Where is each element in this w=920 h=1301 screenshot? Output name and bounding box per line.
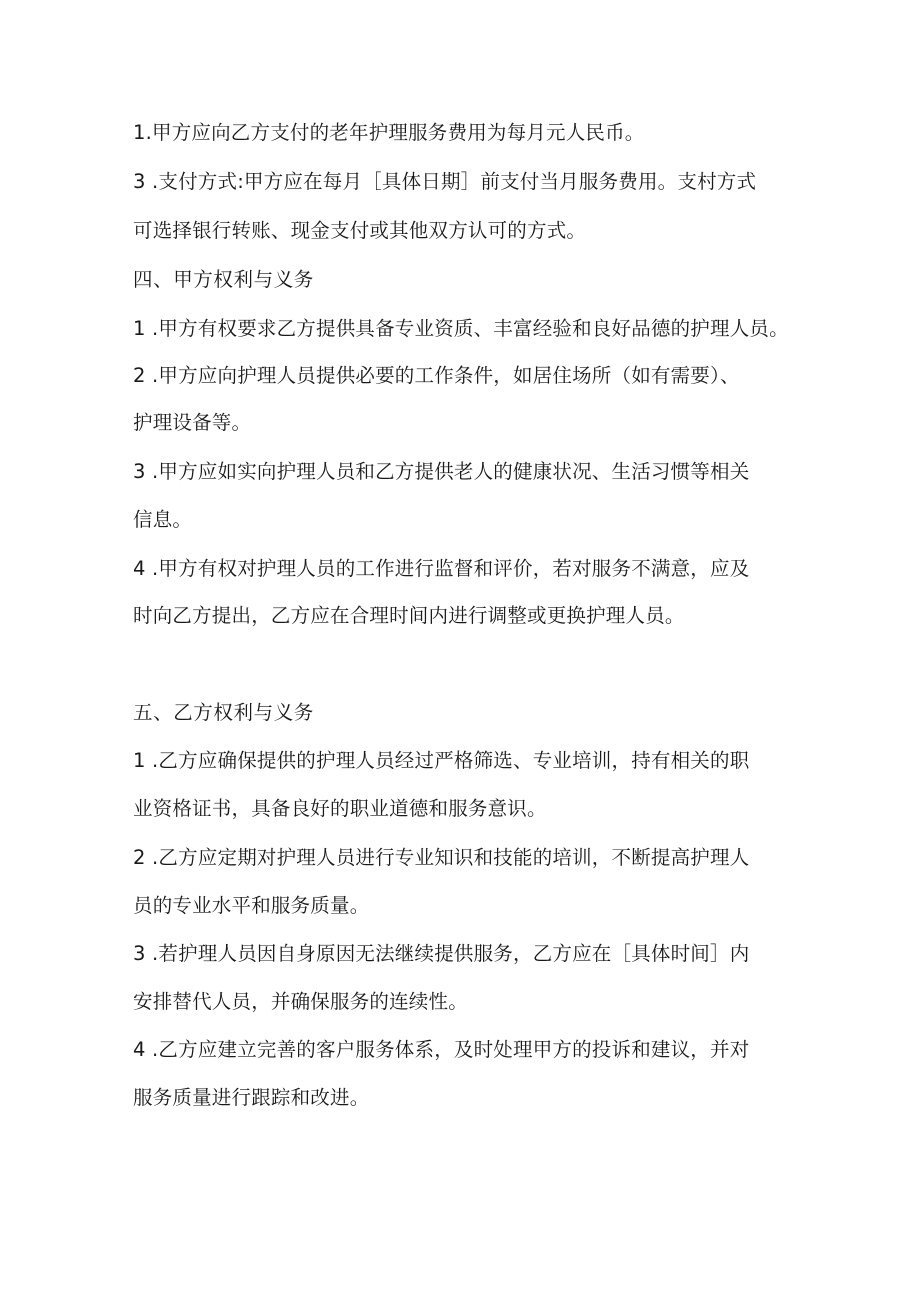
party-a-clause-2: 2 .甲方应向护理人员提供必要的工作条件，如居住场所（如有需要）、 [133, 364, 740, 387]
clause-fee-amount: 1.甲方应向乙方支付的老年护理服务费用为每月元人民币。 [133, 121, 645, 144]
party-b-clause-2-cont: 员的专业水平和服务质量。 [133, 894, 370, 917]
section-heading-party-b: 五、乙方权利与义务 [133, 701, 314, 724]
party-b-clause-1-cont: 业资格证书，具备良好的职业道德和服务意识。 [133, 797, 547, 820]
party-a-clause-1: 1 .甲方有权要求乙方提供具备专业资质、丰富经验和良好品德的护理人员。 [133, 317, 789, 340]
party-b-clause-3: 3 .若护理人员因自身原因无法继续提供服务，乙方应在［具体时间］内 [133, 942, 750, 965]
party-b-clause-2: 2 .乙方应定期对护理人员进行专业知识和技能的培训，不断提高护理人 [133, 846, 750, 869]
party-b-clause-4: 4 .乙方应建立完善的客户服务体系，及时处理甲方的投诉和建议，并对 [133, 1038, 750, 1061]
clause-payment-method: 3 .支付方式:甲方应在每月［具体日期］前支付当月服务费用。支村方式 [133, 170, 757, 193]
party-a-clause-2-cont: 护理设备等。 [133, 411, 252, 434]
party-a-clause-4: 4 .甲方有权对护理人员的工作进行监督和评价，若对服务不满意，应及 [133, 557, 750, 580]
section-heading-party-a: 四、甲方权利与义务 [133, 268, 314, 291]
clause-payment-method-cont: 可选择银行转账、现金支付或其他双方认可的方式。 [133, 219, 587, 242]
party-b-clause-1: 1 .乙方应确保提供的护理人员经过严格筛选、专业培训，持有相关的职 [133, 749, 750, 772]
party-a-clause-4-cont: 时向乙方提出，乙方应在合理时间内进行调整或更换护理人员。 [133, 604, 685, 627]
party-b-clause-4-cont: 服务质量进行跟踪和改进。 [133, 1086, 370, 1109]
party-a-clause-3-cont: 信息。 [133, 508, 193, 531]
party-a-clause-3: 3 .甲方应如实向护理人员和乙方提供老人的健康状况、生活习惯等相关 [133, 460, 750, 483]
party-b-clause-3-cont: 安排替代人员，并确保服务的连续性。 [133, 990, 468, 1013]
